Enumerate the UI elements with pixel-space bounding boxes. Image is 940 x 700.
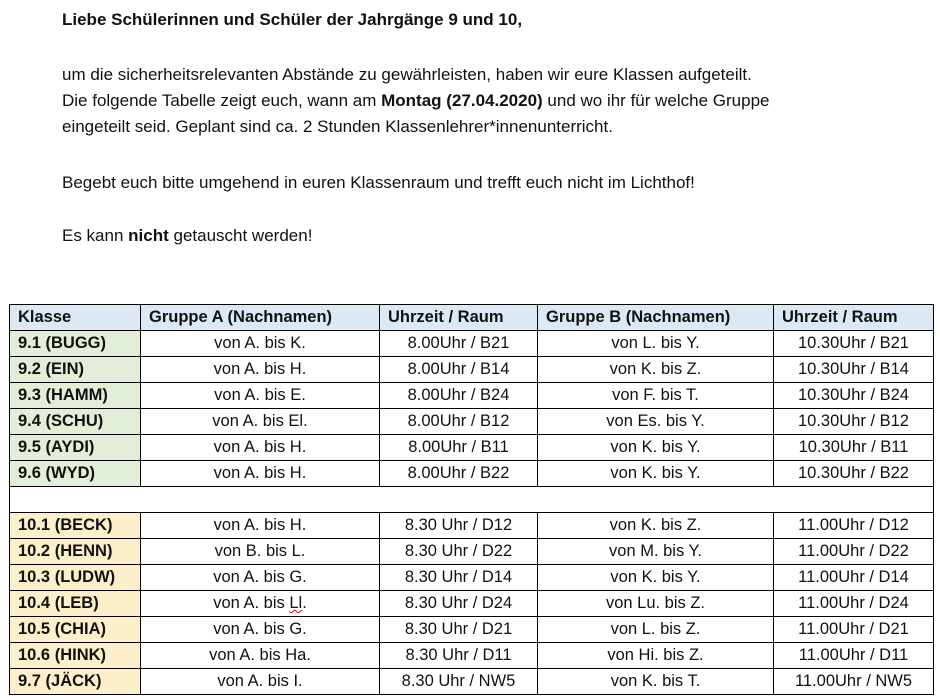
gruppe-a-cell: von A. bis H. bbox=[141, 357, 380, 383]
time-room-a-cell: 8.30 Uhr / D21 bbox=[380, 617, 538, 643]
time-room-b-cell: 11.00Uhr / D11 bbox=[774, 643, 934, 669]
time-room-a-cell: 8.00Uhr / B12 bbox=[380, 409, 538, 435]
gruppe-b-cell: von K. bis Y. bbox=[538, 435, 774, 461]
header-uhrzeit-raum-a: Uhrzeit / Raum bbox=[380, 305, 538, 331]
intro-line-2-post: und wo ihr für welche Gruppe bbox=[542, 91, 770, 110]
klasse-cell: 9.3 (HAMM) bbox=[10, 383, 141, 409]
time-room-b-cell: 11.00Uhr / D24 bbox=[774, 591, 934, 617]
time-room-b-cell: 10.30Uhr / B14 bbox=[774, 357, 934, 383]
gruppe-b-cell: von L. bis Y. bbox=[538, 331, 774, 357]
greeting: Liebe Schülerinnen und Schüler der Jahrgänge 9 und 10, bbox=[62, 10, 523, 29]
gruppe-a-cell: von A. bis Ll. bbox=[141, 591, 380, 617]
intro-line-3: eingeteilt seid. Geplant sind ca. 2 Stunden Klassenlehrer*innenunterricht. bbox=[62, 117, 613, 136]
gruppe-b-cell: von K. bis Z. bbox=[538, 513, 774, 539]
table-row bbox=[10, 669, 934, 695]
time-room-a-cell: 8.00Uhr / B24 bbox=[380, 383, 538, 409]
time-room-a-cell: 8.30 Uhr / NW5 bbox=[380, 669, 538, 695]
gruppe-b-cell: von Es. bis Y. bbox=[538, 409, 774, 435]
time-room-b-cell: 11.00Uhr / D22 bbox=[774, 539, 934, 565]
gruppe-b-cell: von K. bis Y. bbox=[538, 461, 774, 487]
table-row bbox=[10, 539, 934, 565]
time-room-a-cell: 8.30 Uhr / D24 bbox=[380, 591, 538, 617]
table-row bbox=[10, 643, 934, 669]
gruppe-a-cell: von A. bis El. bbox=[141, 409, 380, 435]
spacer-cell bbox=[10, 487, 934, 513]
gruppe-a-cell: von A. bis I. bbox=[141, 669, 380, 695]
table-row bbox=[10, 383, 934, 409]
time-room-a-cell: 8.30 Uhr / D12 bbox=[380, 513, 538, 539]
notice-pre: Es kann bbox=[62, 226, 129, 245]
gruppe-a-cell: von A. bis K. bbox=[141, 331, 380, 357]
time-room-b-cell: 11.00Uhr / D14 bbox=[774, 565, 934, 591]
intro-line-2-pre: Die folgende Tabelle zeigt euch, wann am bbox=[62, 91, 382, 110]
gruppe-b-cell: von M. bis Y. bbox=[538, 539, 774, 565]
table-row bbox=[10, 357, 934, 383]
gruppe-a-cell: von A. bis Ha. bbox=[141, 643, 380, 669]
header-uhrzeit-raum-b: Uhrzeit / Raum bbox=[774, 305, 934, 331]
time-room-b-cell: 11.00Uhr / D21 bbox=[774, 617, 934, 643]
time-room-b-cell: 10.30Uhr / B21 bbox=[774, 331, 934, 357]
date-highlight: Montag (27.04.2020) bbox=[381, 91, 543, 110]
header-gruppe-a: Gruppe A (Nachnamen) bbox=[141, 305, 380, 331]
gruppe-b-cell: von K. bis Z. bbox=[538, 357, 774, 383]
gruppe-b-cell: von L. bis Z. bbox=[538, 617, 774, 643]
klasse-cell: 9.6 (WYD) bbox=[10, 461, 141, 487]
klasse-cell: 9.5 (AYDI) bbox=[10, 435, 141, 461]
time-room-a-cell: 8.00Uhr / B11 bbox=[380, 435, 538, 461]
time-room-a-cell: 8.00Uhr / B21 bbox=[380, 331, 538, 357]
spellcheck-mark: Ll bbox=[289, 594, 303, 612]
time-room-b-cell: 11.00Uhr / NW5 bbox=[774, 669, 934, 695]
klasse-cell: 9.7 (JÄCK) bbox=[10, 669, 141, 695]
table-row bbox=[10, 617, 934, 643]
gruppe-a-cell: von A. bis H. bbox=[141, 435, 380, 461]
klasse-cell: 10.1 (BECK) bbox=[10, 513, 141, 539]
table-header-row bbox=[10, 305, 934, 331]
notice-emphasis: nicht bbox=[128, 226, 169, 245]
header-klasse: Klasse bbox=[10, 305, 141, 331]
gruppe-b-cell: von F. bis T. bbox=[538, 383, 774, 409]
time-room-b-cell: 10.30Uhr / B12 bbox=[774, 409, 934, 435]
gruppe-a-cell: von A. bis H. bbox=[141, 513, 380, 539]
intro-paragraph bbox=[62, 62, 769, 140]
table-row bbox=[10, 331, 934, 357]
time-room-a-cell: 8.00Uhr / B22 bbox=[380, 461, 538, 487]
table-row bbox=[10, 461, 934, 487]
klasse-cell: 10.5 (CHIA) bbox=[10, 617, 141, 643]
gruppe-b-cell: von K. bis Y. bbox=[538, 565, 774, 591]
instruction-line: Begebt euch bitte umgehend in euren Klassenraum und trefft euch nicht im Lichthof! bbox=[62, 173, 695, 192]
klasse-cell: 9.1 (BUGG) bbox=[10, 331, 141, 357]
table-row bbox=[10, 409, 934, 435]
table-row bbox=[10, 513, 934, 539]
time-room-a-cell: 8.30 Uhr / D14 bbox=[380, 565, 538, 591]
table-spacer-row bbox=[10, 487, 934, 513]
gruppe-b-cell: von Lu. bis Z. bbox=[538, 591, 774, 617]
time-room-a-cell: 8.00Uhr / B14 bbox=[380, 357, 538, 383]
klasse-cell: 9.4 (SCHU) bbox=[10, 409, 141, 435]
intro-line-2 bbox=[62, 88, 769, 114]
klasse-cell: 10.3 (LUDW) bbox=[10, 565, 141, 591]
header-gruppe-b: Gruppe B (Nachnamen) bbox=[538, 305, 774, 331]
notice-line bbox=[62, 223, 312, 249]
klasse-cell: 10.4 (LEB) bbox=[10, 591, 141, 617]
table-row bbox=[10, 591, 934, 617]
time-room-b-cell: 10.30Uhr / B11 bbox=[774, 435, 934, 461]
notice-post: getauscht werden! bbox=[168, 226, 313, 245]
table-row bbox=[10, 435, 934, 461]
time-room-b-cell: 10.30Uhr / B22 bbox=[774, 461, 934, 487]
klasse-cell: 9.2 (EIN) bbox=[10, 357, 141, 383]
schedule-table bbox=[9, 304, 934, 695]
gruppe-b-cell: von Hi. bis Z. bbox=[538, 643, 774, 669]
gruppe-a-cell: von A. bis G. bbox=[141, 617, 380, 643]
gruppe-a-cell: von A. bis H. bbox=[141, 461, 380, 487]
gruppe-a-cell: von B. bis L. bbox=[141, 539, 380, 565]
klasse-cell: 10.2 (HENN) bbox=[10, 539, 141, 565]
time-room-a-cell: 8.30 Uhr / D22 bbox=[380, 539, 538, 565]
gruppe-a-cell: von A. bis E. bbox=[141, 383, 380, 409]
gruppe-a-cell: von A. bis G. bbox=[141, 565, 380, 591]
klasse-cell: 10.6 (HINK) bbox=[10, 643, 141, 669]
time-room-a-cell: 8.30 Uhr / D11 bbox=[380, 643, 538, 669]
intro-line-1: um die sicherheitsrelevanten Abstände zu gewährleisten, haben wir eure Klassen aufgeteilt. bbox=[62, 65, 752, 84]
table-row bbox=[10, 565, 934, 591]
time-room-b-cell: 11.00Uhr / D12 bbox=[774, 513, 934, 539]
gruppe-b-cell: von K. bis T. bbox=[538, 669, 774, 695]
time-room-b-cell: 10.30Uhr / B24 bbox=[774, 383, 934, 409]
